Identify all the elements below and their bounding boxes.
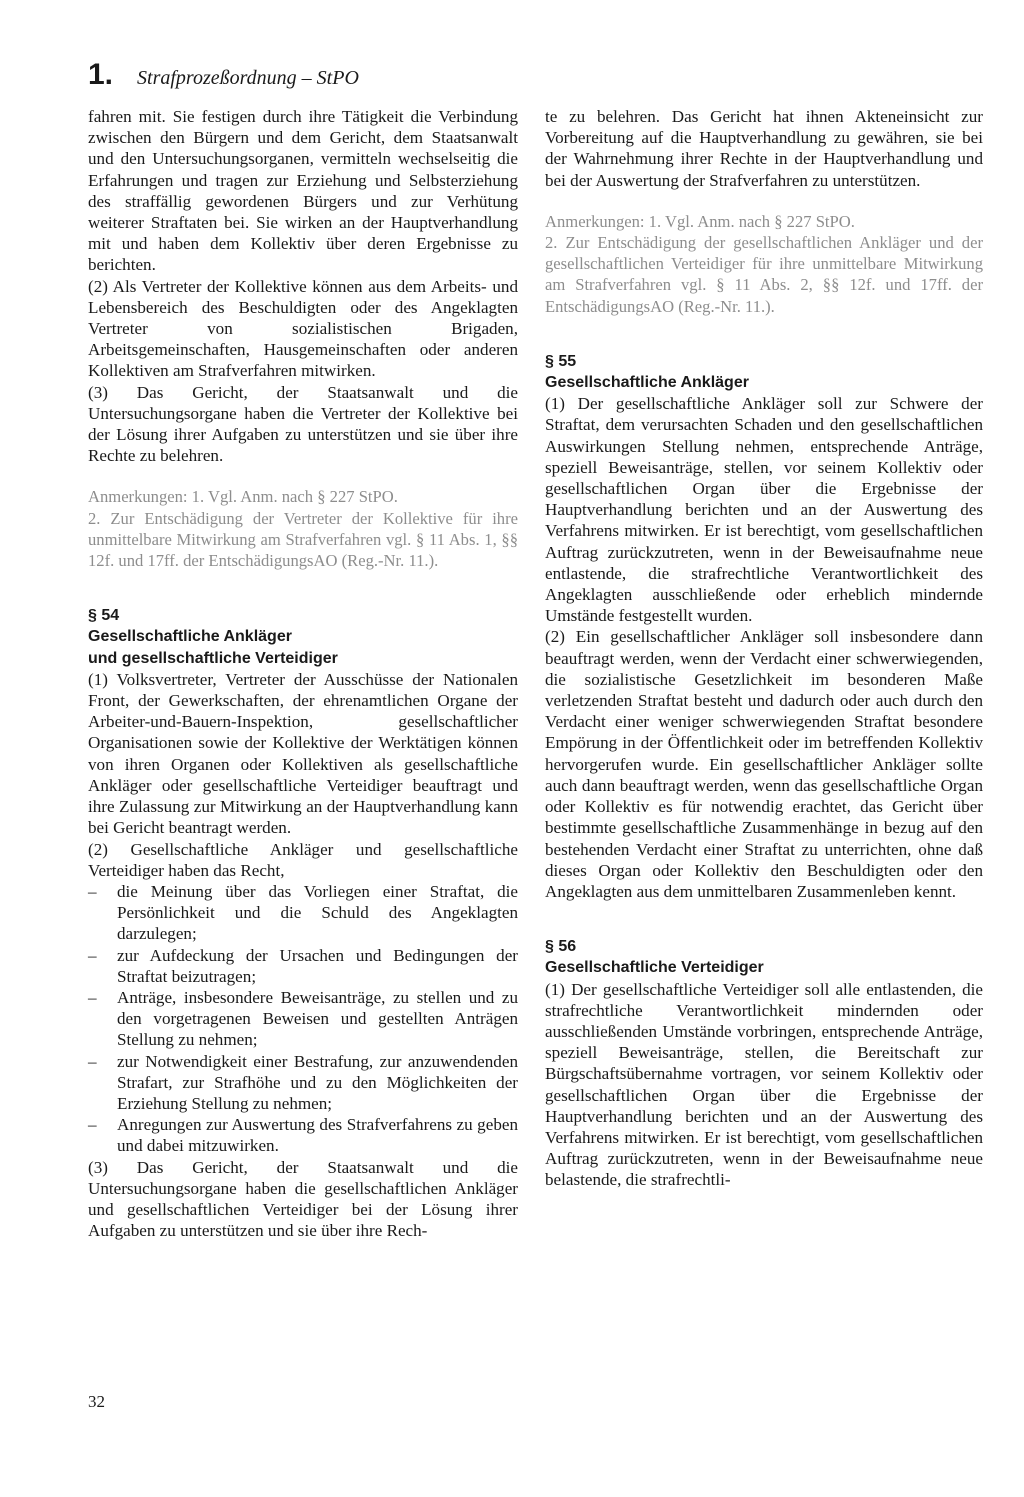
paragraph: (2) Als Vertreter der Kollektive können aus dem Arbeits- und Lebensbereich des Beschuldigten oder des Angeklagten Vertreter von sozialistischen Brigaden, Arbeitsgemeinschaften, Hausgemeinschaften oder anderen Kollektiven am Strafverfahren mitwirken. (88, 276, 518, 381)
annotation: Anmerkungen: 1. Vgl. Anm. nach § 227 StPO. (545, 211, 855, 231)
left-column (88, 106, 518, 1241)
list-item: – Anträge, insbesondere Beweisanträge, zu stellen und zu den vorgetragenen Beweisen und gestellten Anträgen Stellung zu nehmen; (88, 987, 518, 1051)
list-item: – die Meinung über das Vorliegen einer Straftat, die Persönlichkeit und die Schuld des Angeklagten darzulegen; (88, 881, 518, 945)
annotation: Anmerkungen: 1. Vgl. Anm. nach § 227 StPO. (88, 487, 398, 507)
list-item: – zur Aufdeckung der Ursachen und Bedingungen der Straftat beizutragen; (88, 945, 518, 987)
list-item: – Anregungen zur Auswertung des Strafverfahrens zu geben und dabei mitzuwirken. (88, 1114, 518, 1156)
paragraph: (1) Der gesellschaftliche Verteidiger soll alle entlastenden, die strafrechtliche Verantwortlichkeit mindernden oder ausschließenden Umstände vorbringen, entsprechende Anträge, speziell Beweisanträge, stellen, die Bereitschaft zur Bürgschaftsübernahme vortragen, vor seinem Kollektiv oder gesellschaftlichen Organ über die Ergebnisse der Hauptverhandlung berichten und an der Auswertung des Verfahrens mitwirken. Er ist berechtigt, vom gesellschaftlichen Auftrag zurückzutreten, wenn in der Beweisaufnahme neue belastende, die strafrechtli- (545, 979, 983, 1190)
paragraph: fahren mit. Sie festigen durch ihre Tätigkeit die Verbindung zwischen den Bürgern und dem Gericht, dem Staatsanwalt und den Untersuchungsorganen, vermitteln wechselseitig die Erfahrungen und tragen zur Erziehung und Selbsterziehung des straffällig gewordenen Bürgers und zur Verhütung weiterer Straftaten bei. Sie wirken an der Hauptverhandlung mit und haben dem Kollektiv über deren Ergebnisse zu berichten. (88, 107, 518, 275)
page-header (88, 58, 359, 94)
section-number: § 56 (545, 938, 577, 956)
annotation: 2. Zur Entschädigung der Vertreter der Kollektive für ihre unmittelbare Mitwirkung am Strafverfahren vgl. § 11 Abs. 1, §§ 12f. und 17ff. der EntschädigungsAO (Reg.-Nr. 11.). (88, 508, 518, 571)
paragraph: (3) Das Gericht, der Staatsanwalt und die Untersuchungsorgane haben die gesellschaftlichen Ankläger und gesellschaftlichen Verteidiger bei der Lösung ihrer Aufgaben zu unterstützen und sie über ihre Rech- (88, 1157, 518, 1241)
paragraph: (1) Der gesellschaftliche Ankläger soll zur Schwere der Straftat, dem verursachten Schaden und den gesellschaftlichen Auswirkungen Stellung nehmen, entsprechende Anträge, speziell Beweisanträge, stellen, vor seinem Kollektiv oder gesellschaftlichen Organ über die Ergebnisse der Hauptverhandlung berichten und an der Auswertung des Verfahrens mitwirken. Er ist berechtigt, vom gesellschaftlichen Auftrag zurückzutreten, wenn in der Beweisaufnahme neue entlastende, die strafrechtliche Verantwortlichkeit des Angeklagten ausschließende oder erheblich mindernde Umstände festgestellt wurden. (545, 394, 983, 626)
list-item: – zur Notwendigkeit einer Bestrafung, zur anzuwendenden Strafart, zur Strafhöhe und zu den Möglichkeiten der Erziehung Stellung zu nehmen; (88, 1051, 518, 1115)
rights-list (88, 881, 518, 1157)
right-column (545, 106, 983, 1191)
section-title: Gesellschaftliche Verteidiger (545, 959, 764, 977)
section-number: § 54 (88, 607, 120, 625)
chapter-number: 1. (88, 58, 114, 91)
section-title: Gesellschaftliche Ankläger (88, 628, 292, 646)
section-title: und gesellschaftliche Verteidiger (88, 649, 338, 667)
paragraph: (1) Volksvertreter, Vertreter der Ausschüsse der Nationalen Front, der Gewerkschaften, der ehrenamtlichen Organe der Arbeiter-und-Bauern-Inspektion, gesellschaftlicher Organisationen sowie der Kollektive der Werktätigen können von ihren Organen oder Kollektiven als gesellschaftliche Ankläger oder gesellschaftliche Verteidiger beauftragt und ihre Zulassung zur Mitwirkung an der Hauptverhandlung kann bei Gericht beantragt werden. (88, 669, 518, 838)
paragraph: te zu belehren. Das Gericht hat ihnen Akteneinsicht zur Vorbereitung auf die Hauptverhandlung zu gewähren, sie bei der Wahrnehmung ihrer Rechte in der Hauptverhandlung und bei der Auswertung der Strafverfahren zu unterstützen. (545, 107, 983, 190)
page-number: 32 (88, 1392, 105, 1411)
running-title: Strafprozeßordnung – StPO (137, 67, 359, 89)
paragraph: (3) Das Gericht, der Staatsanwalt und die Untersuchungsorgane haben die Vertreter der Kollektive bei der Lösung ihrer Aufgaben zu unterstützen und sie über ihre Rechte zu belehren. (88, 382, 518, 466)
section-number: § 55 (545, 352, 577, 370)
annotation: 2. Zur Entschädigung der gesellschaftlichen Ankläger und der gesellschaftlichen Verteidiger für ihre unmittelbare Mitwirkung am Strafverfahren vgl. § 11 Abs. 2, §§ 12f. und 17ff. der EntschädigungsAO (Reg.-Nr. 11.). (545, 233, 983, 316)
section-title: Gesellschaftliche Ankläger (545, 374, 749, 392)
paragraph: (2) Gesellschaftliche Ankläger und gesellschaftliche Verteidiger haben das Recht, (88, 839, 518, 880)
paragraph: (2) Ein gesellschaftlicher Ankläger soll insbesondere dann beauftragt werden, wenn der Verdacht einer schwerwiegenden, die sozialistische Gesetzlichkeit im besonderen Maße verletzenden Straftat besteht und dadurch oder auch durch den Verdacht einer weniger schwerwiegenden Straftat besondere Empörung in der Öffentlichkeit oder im betreffenden Kollektiv hervorgerufen wurde. Ein gesellschaftlicher Ankläger sollte auch dann beauftragt werden, wenn das gesellschaftliche Organ oder Kollektiv es für notwendig erachtet, das Gericht über bestimmte gesellschaftliche Zusammenhänge in bezug auf den bestehenden Verdacht einer Straftat zu unterrichten, ohne daß dieses Organ oder Kollektiv den Beschuldigten oder den Angeklagten aus dem unmittelbaren Zusammenleben kennt. (545, 627, 983, 901)
